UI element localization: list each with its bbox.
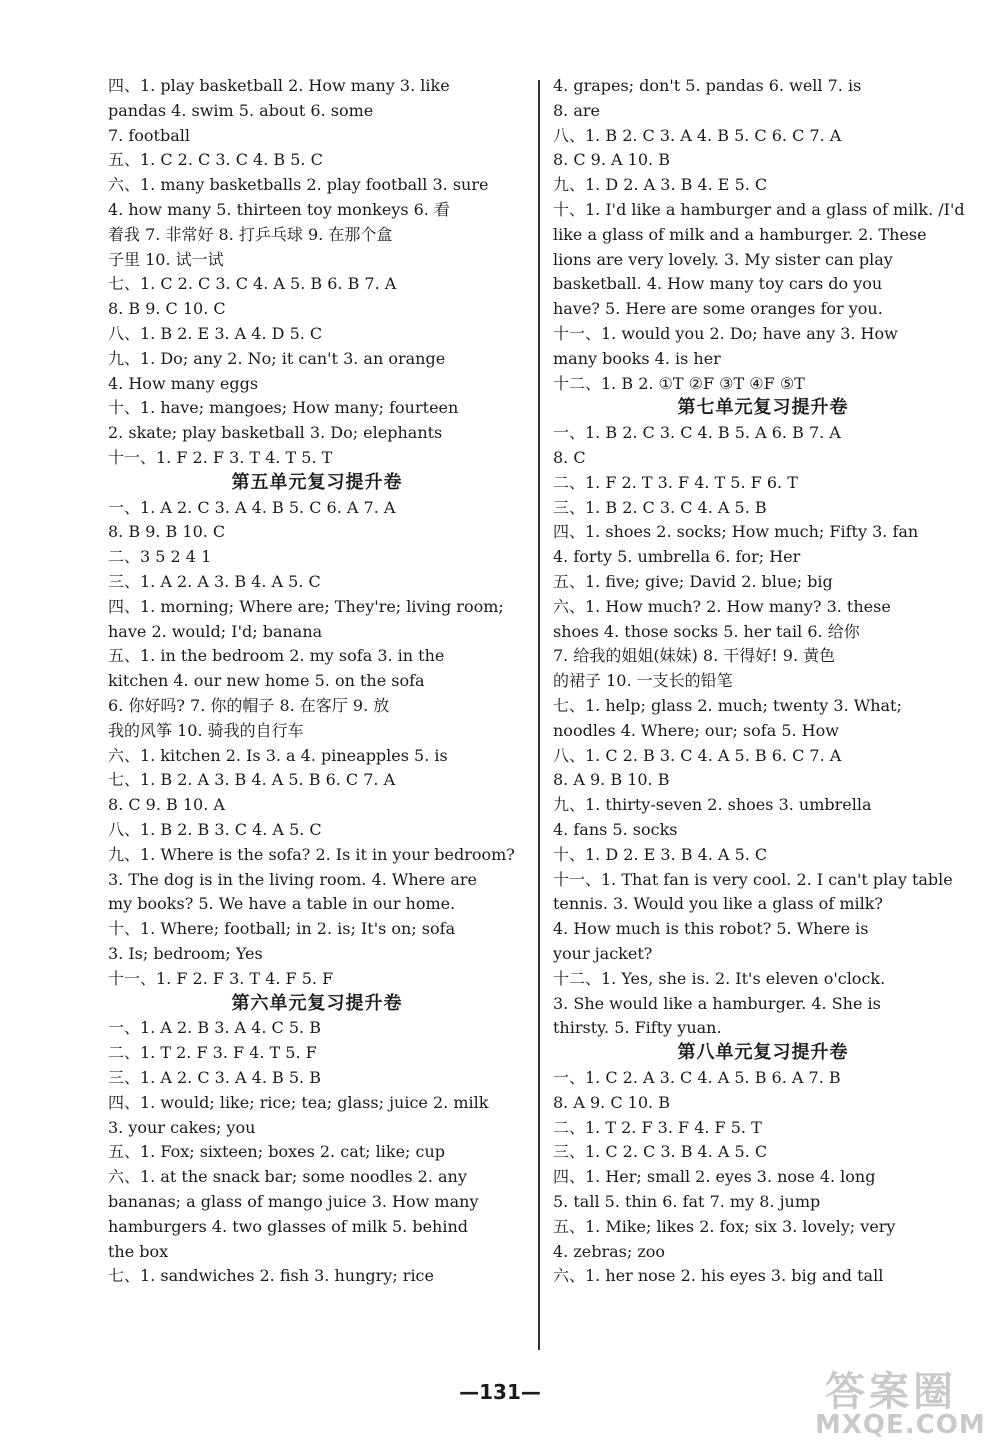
section-heading: 第五单元复习提升卷 (231, 471, 403, 493)
answer-line: 4. How much is this robot? 5. Where is (553, 919, 869, 939)
answer-line: 十、1. Where; football; in 2. is; It's on; sofa (108, 919, 456, 939)
answer-line: 一、1. A 2. B 3. A 4. C 5. B (108, 1018, 321, 1038)
watermark-text-cn: 答案圈 (825, 1369, 957, 1415)
answer-line: 七、1. sandwiches 2. fish 3. hungry; rice (108, 1266, 434, 1286)
answer-line: 8. A 9. B 10. B (553, 770, 670, 790)
answer-line: hamburgers 4. two glasses of milk 5. behind (108, 1216, 469, 1236)
answer-line: thirsty. 5. Fifty yuan. (553, 1018, 722, 1038)
answer-line: 九、1. D 2. A 3. B 4. E 5. C (553, 175, 768, 195)
answer-line: 七、1. B 2. A 3. B 4. A 5. B 6. C 7. A (108, 770, 396, 790)
answer-line: 三、1. A 2. C 3. A 4. B 5. B (108, 1068, 321, 1087)
answer-line: 5. tall 5. thin 6. fat 7. my 8. jump (553, 1192, 821, 1211)
answer-line: 8. B 9. B 10. C (108, 522, 226, 542)
answer-line: have? 5. Here are some oranges for you. (553, 299, 883, 319)
answer-line: 八、1. C 2. B 3. C 4. A 5. B 6. C 7. A (553, 745, 842, 765)
answer-line: 七、1. C 2. C 3. C 4. A 5. B 6. B 7. A (108, 274, 397, 294)
section-heading: 第七单元复习提升卷 (677, 397, 849, 419)
answer-line: 四、1. shoes 2. socks; How much; Fifty 3. fan (553, 522, 919, 542)
answer-line: 九、1. Where is the sofa? 2. Is it in your bedroom? (108, 844, 515, 864)
answer-line: tennis. 3. Would you like a glass of milk? (553, 894, 883, 914)
answer-line: 四、1. Her; small 2. eyes 3. nose 4. long (553, 1167, 876, 1187)
answer-line: my books? 5. We have a table in our home. (108, 894, 456, 914)
answer-line: 十、1. I'd like a hamburger and a glass of milk. /I'd (553, 200, 965, 219)
answer-line: 十一、1. would you 2. Do; have any 3. How (553, 324, 898, 343)
answer-line: 十一、1. F 2. F 3. T 4. T 5. T (108, 448, 333, 467)
answer-line: 六、1. How much? 2. How many? 3. these (553, 596, 891, 616)
answer-line: 一、1. B 2. C 3. C 4. B 5. A 6. B 7. A (553, 423, 841, 443)
answer-line: 4. zebras; zoo (553, 1241, 666, 1261)
answer-line: 六、1. at the snack bar; some noodles 2. any (108, 1167, 467, 1187)
answer-line: 八、1. B 2. B 3. C 4. A 5. C (108, 820, 322, 839)
answer-line: 8. C 9. B 10. A (108, 795, 225, 815)
answer-line: 三、1. C 2. C 3. B 4. A 5. C (553, 1142, 768, 1162)
answer-line: have 2. would; I'd; banana (108, 621, 323, 641)
answer-line: 九、1. Do; any 2. No; it can't 3. an orange (108, 348, 446, 368)
answer-line: 六、1. kitchen 2. Is 3. a 4. pineapples 5. is (108, 745, 448, 765)
answer-line: 4. grapes; don't 5. pandas 6. well 7. is (553, 76, 862, 95)
answer-line: 8. C 9. A 10. B (553, 150, 670, 170)
answer-line: 八、1. B 2. E 3. A 4. D 5. C (108, 324, 323, 343)
answer-line: 八、1. B 2. C 3. A 4. B 5. C 6. C 7. A (553, 125, 842, 145)
answer-line: 二、1. T 2. F 3. F 4. F 5. T (553, 1117, 762, 1137)
answer-line: 一、1. C 2. A 3. C 4. A 5. B 6. A 7. B (553, 1068, 841, 1087)
answer-line: 8. are (553, 100, 601, 120)
answer-line: many books 4. is her (553, 348, 721, 368)
answer-line: shoes 4. those socks 5. her tail 6. 给你 (553, 621, 860, 641)
answer-line: 着我 7. 非常好 8. 打乒乓球 9. 在那个盒 (108, 224, 393, 244)
answer-line: 6. 你好吗? 7. 你的帽子 8. 在客厅 9. 放 (108, 696, 390, 715)
answer-line: 五、1. C 2. C 3. C 4. B 5. C (108, 150, 323, 170)
answer-line: 3. your cakes; you (108, 1117, 256, 1137)
answer-line: 7. 给我的姐姐(妹妹) 8. 干得好! 9. 黄色 (553, 646, 836, 666)
answer-line: 3. The dog is in the living room. 4. Where are (108, 869, 478, 889)
answer-line: your jacket? (553, 944, 653, 963)
answer-line: 七、1. help; glass 2. much; twenty 3. What; (553, 696, 902, 715)
answer-line: bananas; a glass of mango juice 3. How many (108, 1192, 479, 1211)
answer-line: 五、1. Mike; likes 2. fox; six 3. lovely; very (553, 1216, 896, 1236)
answer-line: 十二、1. B 2. ①T ②F ③T ④F ⑤T (553, 373, 805, 393)
section-heading: 第六单元复习提升卷 (231, 992, 403, 1014)
answer-line: 我的风筝 10. 骑我的自行车 (108, 720, 304, 740)
answer-line: 4. how many 5. thirteen toy monkeys 6. 看 (108, 200, 450, 219)
answer-line: 8. A 9. C 10. B (553, 1092, 670, 1112)
answer-line: 3. She would like a hamburger. 4. She is (553, 993, 881, 1013)
answer-line: 三、1. B 2. C 3. C 4. A 5. B (553, 497, 767, 517)
answer-line: 六、1. many basketballs 2. play football 3. sure (108, 175, 489, 195)
column-divider (538, 80, 540, 1350)
answer-line: 五、1. five; give; David 2. blue; big (553, 572, 833, 591)
answer-line: 五、1. in the bedroom 2. my sofa 3. in the (108, 646, 445, 666)
answer-line: 3. Is; bedroom; Yes (108, 944, 263, 963)
answer-line: 8. C (553, 448, 586, 467)
answer-line: 十一、1. F 2. F 3. T 4. F 5. F (108, 968, 334, 988)
answer-line: 六、1. her nose 2. his eyes 3. big and tall (553, 1266, 884, 1286)
answer-line: 二、1. T 2. F 3. F 4. T 5. F (108, 1043, 317, 1063)
answer-line: 九、1. thirty-seven 2. shoes 3. umbrella (553, 795, 872, 815)
answer-line: 十、1. have; mangoes; How many; fourteen (108, 398, 459, 418)
answer-line: 四、1. play basketball 2. How many 3. like (108, 76, 450, 95)
answer-line: like a glass of milk and a hamburger. 2. These (553, 224, 927, 244)
answer-line: 五、1. Fox; sixteen; boxes 2. cat; like; cup (108, 1142, 446, 1162)
answer-line: 子里 10. 试一试 (108, 249, 224, 269)
answer-line: 8. B 9. C 10. C (108, 299, 226, 319)
answer-line: 二、3 5 2 4 1 (108, 547, 212, 567)
answer-line: 十、1. D 2. E 3. B 4. A 5. C (553, 844, 768, 864)
section-heading: 第八单元复习提升卷 (677, 1042, 849, 1064)
page-number: —131— (459, 1380, 541, 1404)
answer-line: 7. football (108, 125, 190, 145)
answer-line: kitchen 4. our new home 5. on the sofa (108, 671, 425, 691)
answer-line: lions are very lovely. 3. My sister can play (553, 249, 893, 269)
watermark-text-url: MXQE.COM (815, 1410, 986, 1440)
answer-line: 的裙子 10. 一支长的铅笔 (553, 671, 733, 691)
answer-line: 4. fans 5. socks (553, 820, 678, 839)
answer-line: the box (108, 1241, 169, 1261)
answer-line: basketball. 4. How many toy cars do you (553, 274, 883, 294)
answer-line: pandas 4. swim 5. about 6. some (108, 100, 374, 120)
watermark-logo (815, 1360, 995, 1442)
answer-line: 四、1. would; like; rice; tea; glass; juice 2. milk (108, 1092, 489, 1112)
answer-line: 四、1. morning; Where are; They're; living room; (108, 596, 504, 616)
answer-line: 2. skate; play basketball 3. Do; elephants (108, 423, 443, 443)
answer-line: 一、1. A 2. C 3. A 4. B 5. C 6. A 7. A (108, 497, 396, 517)
answer-line: 十二、1. Yes, she is. 2. It's eleven o'clock. (553, 968, 886, 988)
answer-line: 二、1. F 2. T 3. F 4. T 5. F 6. T (553, 472, 798, 492)
answer-line: 4. forty 5. umbrella 6. for; Her (553, 547, 801, 567)
answer-line: 4. How many eggs (108, 373, 259, 393)
answer-line: 十一、1. That fan is very cool. 2. I can't play table (553, 869, 953, 889)
answer-line: noodles 4. Where; our; sofa 5. How (553, 720, 839, 740)
answer-line: 三、1. A 2. A 3. B 4. A 5. C (108, 572, 321, 591)
